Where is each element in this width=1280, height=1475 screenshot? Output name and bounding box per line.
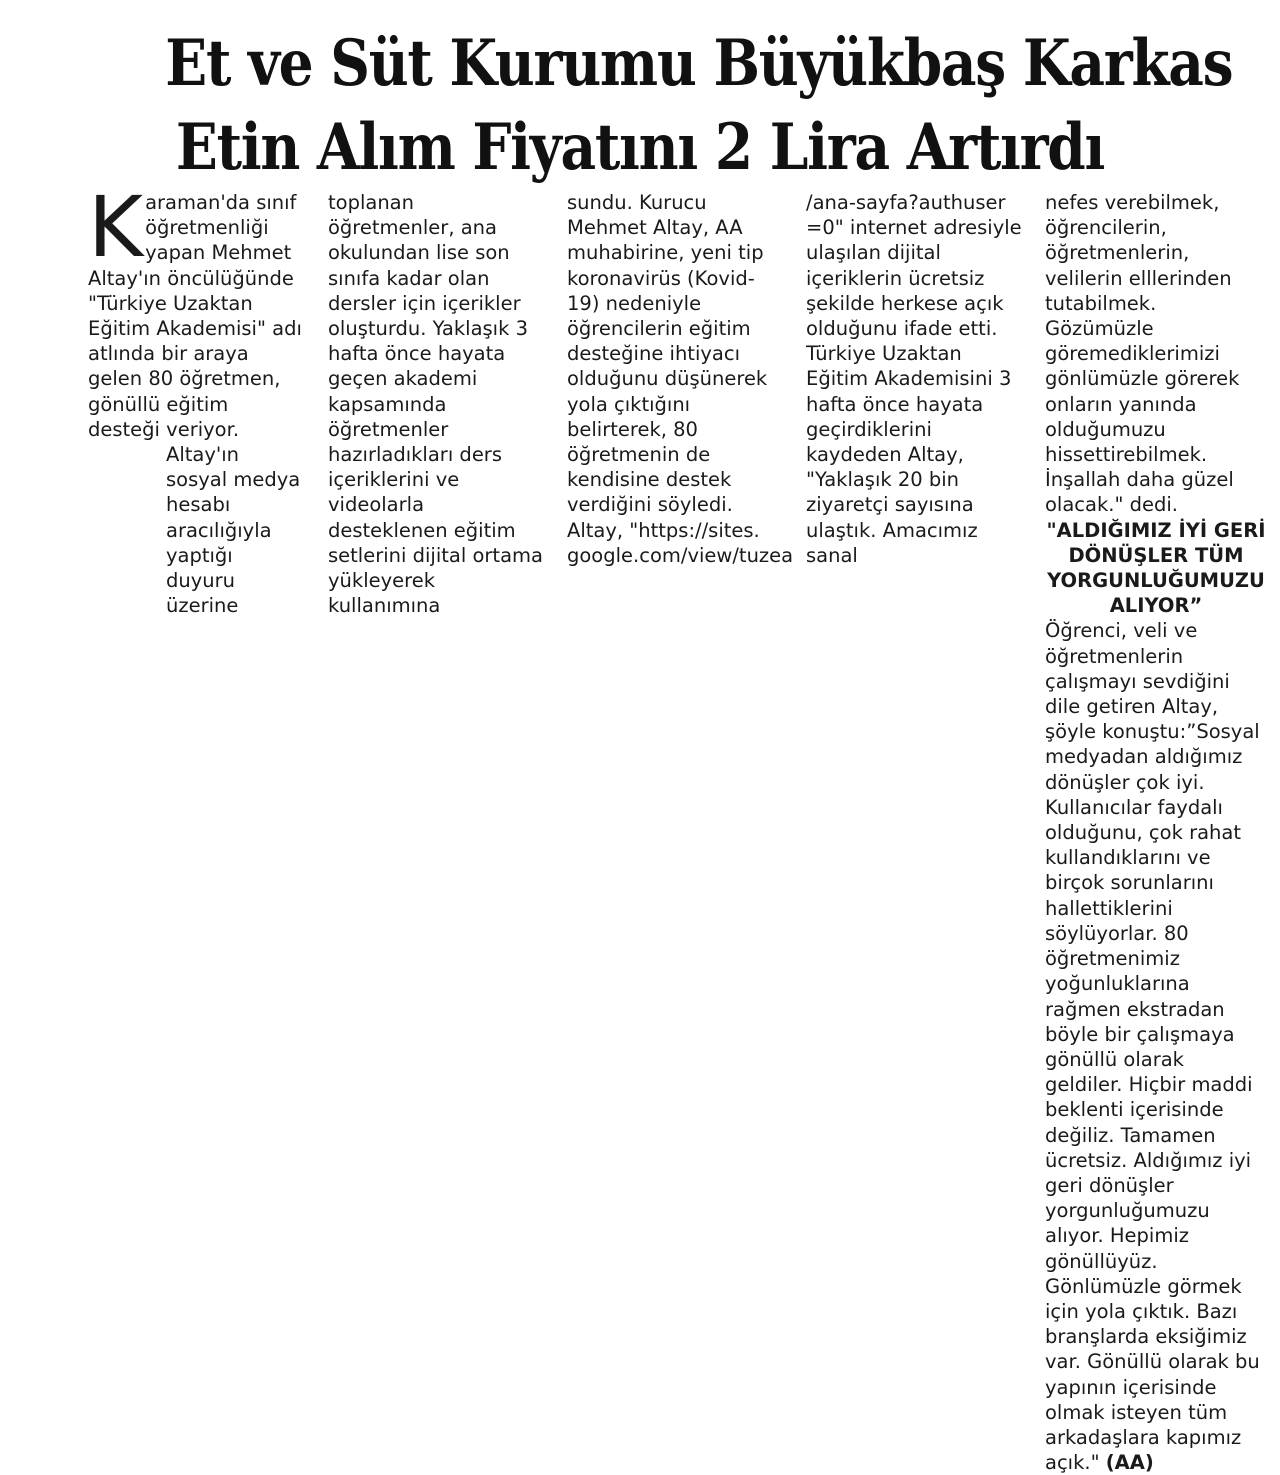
article-column-4: [806, 190, 1024, 568]
paragraph-text: araman'da sınıf öğretmenliği yapan Mehmet Altay'ın öncülüğünde "Türkiye Uzaktan Eğitim Akademisi" adı atlında bir araya gelen 80 öğretmen, gönüllü eğitim desteği veriyor.: [88, 191, 302, 441]
subheading: "ALDIĞIMIZ İYİ GERİ DÖNÜŞLER TÜM YORGUNLUĞUMUZU ALIYOR”: [1046, 518, 1266, 618]
article-column-5: [1045, 190, 1267, 1475]
paragraph: sundu. Kurucu Mehmet Altay, AA muhabirine, yeni tip koronavirüs (Kovid-19) nedeniyle öğrencilerin eğitim desteğine ihtiyacı olduğunu düşünerek yola çıktığını belirterek, 80 öğretmenin de kendisine destek verdiğini söyledi. Altay, "https://sites. google.com/view/tuzea: [567, 191, 794, 567]
paragraph: nefes verebilmek, öğrencilerin, öğretmenlerin, velilerin elllerinden tutabilmek. Gözümüzle göremediklerimizi gönlümüzle görerek onların yanında olduğumuzu hissettirebilmek. İnşallah daha güzel olacak." dedi.: [1045, 191, 1240, 517]
paragraph: Altay'ın sosyal medya hesabı aracılığıyla yaptığı duyuru üzerine: [166, 443, 301, 618]
headline: [0, 22, 1280, 190]
article-column-2: [328, 190, 546, 618]
paragraph: [1045, 618, 1267, 1475]
article-column-3: [567, 190, 794, 568]
headline-line-2: Etin Alım Fiyatını 2 Lira Artırdı: [175, 110, 1105, 185]
paragraph: toplanan öğretmenler, ana okulundan lise son sınıfa kadar olan dersler için içerikler oluşturdu. Yaklaşık 3 hafta önce hayata geçen akademi kapsamında öğretmenler hazırladıkları ders içeriklerini ve videolarla desteklenen eğitim setlerini dijital ortama yükleyerek kullanımına: [328, 191, 543, 618]
paragraph-text: Öğrenci, veli ve öğretmenlerin çalışmayı sevdiğini dile getiren Altay, şöyle konuştu:”Sosyal medyadan aldığımız dönüşler çok iyi. Kullanıcılar faydalı olduğunu, çok rahat kullandıklarını ve birçok sorunlarını hallettiklerini söylüyorlar. 80 öğretmenimiz yoğunluklarına rağmen ekstradan böyle bir çalışmaya gönüllü olarak geldiler. Hiçbir maddi beklenti içerisinde değiliz. Tamamen ücretsiz. Aldığımız iyi geri dönüşler yorgunluğumuzu alıyor. Hepimiz gönüllüyüz. Gönlümüzle görmek için yola çıktık. Bazı branşlarda eksiğimiz var. Gönüllü olarak bu yapının içerisinde olmak isteyen tüm arkadaşlara kapımız açık.": [1045, 619, 1260, 1475]
source-credit: (AA): [1105, 1451, 1154, 1475]
drop-cap: K: [88, 178, 144, 276]
article-column-1: [88, 178, 306, 618]
paragraph: [88, 178, 306, 442]
headline-line-1: Et ve Süt Kurumu Büyükbaş Karkas: [165, 26, 1233, 101]
paragraph: /ana-sayfa?authuser =0" internet adresiyle ulaşılan dijital içeriklerin ücretsiz şekilde herkese açık olduğunu ifade etti. Türkiye Uzaktan Eğitim Akademisini 3 hafta önce hayata geçirdiklerini kaydeden Altay, "Yaklaşık 20 bin ziyaretçi sayısına ulaştık. Amacımız sanal: [806, 191, 1022, 567]
